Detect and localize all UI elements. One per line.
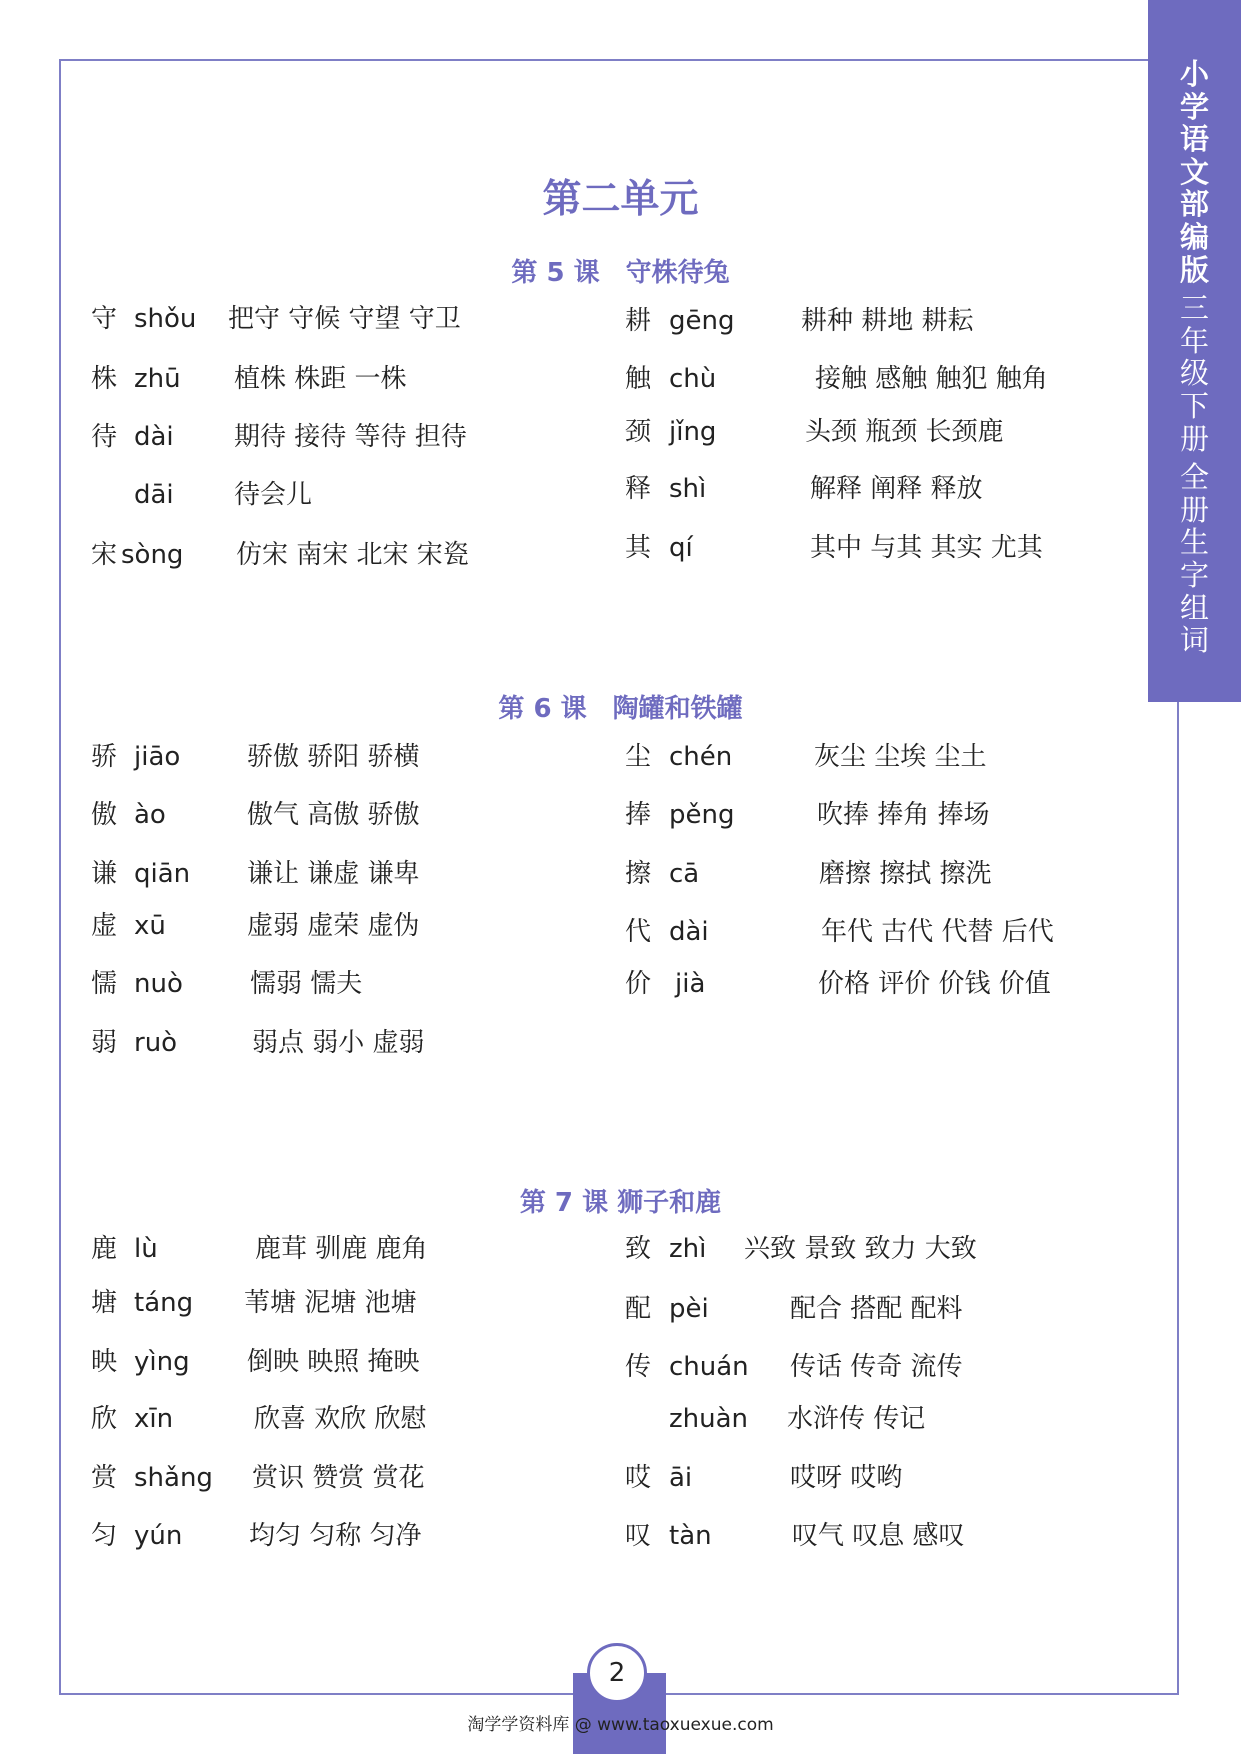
entry-words: 年代 古代 代替 后代: [821, 917, 1054, 947]
entry-words: 耕种 耕地 耕耘: [801, 306, 974, 336]
entry-char: 守: [91, 304, 118, 334]
entry-pinyin: sòng: [121, 540, 184, 570]
entry-words: 骄傲 骄阳 骄横: [247, 742, 420, 772]
entry-pinyin: jǐng: [669, 417, 717, 447]
entry-pinyin: cā: [669, 859, 700, 889]
lesson-6-title: 第 6 课 陶罐和铁罐: [498, 694, 743, 724]
entry-pinyin: nuò: [134, 969, 183, 999]
entry-char: 捧: [625, 800, 652, 830]
entry-pinyin: āi: [669, 1463, 693, 1493]
entry-words: 傲气 高傲 骄傲: [247, 800, 420, 830]
entry-words: 欣喜 欢欣 欣慰: [254, 1404, 427, 1434]
entry-pinyin: ruò: [134, 1028, 178, 1058]
entry-pinyin: dài: [134, 422, 174, 452]
entry-char: 价: [625, 969, 652, 999]
entry-pinyin: tàn: [669, 1521, 712, 1551]
lesson-5-title: 第 5 课 守株待兔: [511, 258, 730, 288]
entry-words: 哎呀 哎哟: [790, 1463, 903, 1493]
entry-char: 欣: [91, 1404, 118, 1434]
entry-pinyin: chén: [669, 742, 733, 772]
entry-words: 苇塘 泥塘 池塘: [244, 1288, 417, 1318]
entry-pinyin: táng: [134, 1288, 194, 1318]
entry-words: 价格 评价 价钱 价值: [818, 969, 1051, 999]
entry-words: 灰尘 尘埃 尘土: [814, 742, 987, 772]
entry-pinyin: yìng: [134, 1347, 190, 1377]
entry-char: 塘: [91, 1288, 118, 1318]
entry-pinyin: jiāo: [134, 742, 181, 772]
entry-words: 仿宋 南宋 北宋 宋瓷: [236, 540, 469, 570]
entry-pinyin: zhū: [134, 364, 181, 394]
entry-pinyin: chuán: [669, 1352, 749, 1382]
entry-char: 哎: [625, 1463, 652, 1493]
entry-char: 尘: [625, 742, 652, 772]
entry-words: 期待 接待 等待 担待: [234, 422, 467, 452]
entry-char: 傲: [91, 800, 118, 830]
lesson-7-title: 第 7 课 狮子和鹿: [519, 1188, 722, 1218]
entry-pinyin: shì: [669, 474, 707, 504]
page-border: [59, 59, 1179, 1695]
entry-char: 懦: [91, 969, 118, 999]
entry-words: 懦弱 懦夫: [250, 969, 363, 999]
entry-char: 谦: [91, 859, 118, 889]
entry-pinyin: zhì: [669, 1234, 707, 1264]
entry-pinyin: jià: [675, 969, 706, 999]
entry-char: 耕: [625, 306, 652, 336]
entry-pinyin: pèi: [669, 1294, 709, 1324]
entry-words: 吹捧 捧角 捧场: [817, 800, 990, 830]
entry-pinyin: ào: [134, 800, 166, 830]
entry-words: 传话 传奇 流传: [790, 1352, 963, 1382]
entry-words: 均匀 匀称 匀净: [249, 1521, 422, 1551]
side-tab-text: [1148, 58, 1241, 657]
entry-pinyin: dài: [669, 917, 709, 947]
entry-pinyin: chù: [669, 364, 717, 394]
entry-pinyin: xīn: [134, 1404, 174, 1434]
entry-char: 致: [625, 1234, 652, 1264]
entry-words: 谦让 谦虚 谦卑: [247, 859, 420, 889]
entry-words: 头颈 瓶颈 长颈鹿: [805, 417, 1004, 447]
entry-pinyin: shǒu: [134, 304, 197, 334]
entry-words: 植株 株距 一株: [234, 364, 407, 394]
entry-words: 赏识 赞赏 赏花: [252, 1463, 425, 1493]
entry-char: 传: [625, 1352, 652, 1382]
entry-pinyin: dāi: [134, 480, 174, 510]
entry-char: 触: [625, 364, 652, 394]
entry-pinyin: yún: [134, 1521, 183, 1551]
entry-char: 叹: [625, 1521, 652, 1551]
entry-char: 待: [91, 422, 118, 452]
entry-char: 代: [625, 917, 652, 947]
entry-words: 配合 搭配 配料: [790, 1294, 963, 1324]
entry-char: 配: [625, 1294, 652, 1324]
entry-char: 映: [91, 1347, 118, 1377]
unit-title: 第二单元: [542, 177, 699, 222]
entry-char: 弱: [91, 1028, 118, 1058]
entry-char: 擦: [625, 859, 652, 889]
entry-char: 株: [91, 364, 118, 394]
entry-words: 虚弱 虚荣 虚伪: [247, 911, 420, 941]
entry-words: 解释 阐释 释放: [810, 474, 983, 504]
entry-words: 其中 与其 其实 尤其: [810, 533, 1043, 563]
entry-pinyin: qiān: [134, 859, 191, 889]
entry-words: 叹气 叹息 感叹: [792, 1521, 965, 1551]
entry-words: 把守 守候 守望 守卫: [228, 304, 461, 334]
entry-char: 宋: [91, 540, 118, 570]
entry-char: 鹿: [91, 1234, 118, 1264]
entry-words: 兴致 景致 致力 大致: [744, 1234, 977, 1264]
entry-words: 倒映 映照 掩映: [247, 1347, 420, 1377]
entry-char: 匀: [91, 1521, 118, 1551]
page-number: 2: [587, 1643, 647, 1703]
side-tab-grade: 三 年 级 下 册: [1179, 291, 1209, 456]
entry-pinyin: qí: [669, 533, 693, 563]
entry-pinyin: shǎng: [134, 1463, 213, 1493]
entry-words: 待会儿: [234, 480, 313, 510]
entry-words: 接触 感触 触犯 触角: [815, 364, 1048, 394]
entry-pinyin: gēng: [669, 306, 735, 336]
entry-words: 磨擦 擦拭 擦洗: [819, 859, 992, 889]
entry-char: 虚: [91, 911, 118, 941]
entry-char: 释: [625, 474, 652, 504]
entry-pinyin: zhuàn: [669, 1404, 749, 1434]
entry-pinyin: lù: [134, 1234, 158, 1264]
entry-pinyin: pěng: [669, 800, 735, 830]
side-tab-subject: 全 册 生 字 组 词: [1179, 460, 1209, 658]
entry-words: 弱点 弱小 虚弱: [252, 1028, 425, 1058]
entry-char: 赏: [91, 1463, 118, 1493]
entry-words: 鹿茸 驯鹿 鹿角: [255, 1234, 428, 1264]
entry-char: 骄: [91, 742, 118, 772]
side-tab-series: 小 学 语 文 部 编 版: [1179, 57, 1209, 287]
footer-watermark: 淘学学资料库 @ www.taoxuexue.com: [467, 1715, 774, 1735]
entry-words: 水浒传 传记: [787, 1404, 926, 1434]
entry-pinyin: xū: [134, 911, 166, 941]
entry-char: 颈: [625, 417, 652, 447]
entry-char: 其: [625, 533, 652, 563]
